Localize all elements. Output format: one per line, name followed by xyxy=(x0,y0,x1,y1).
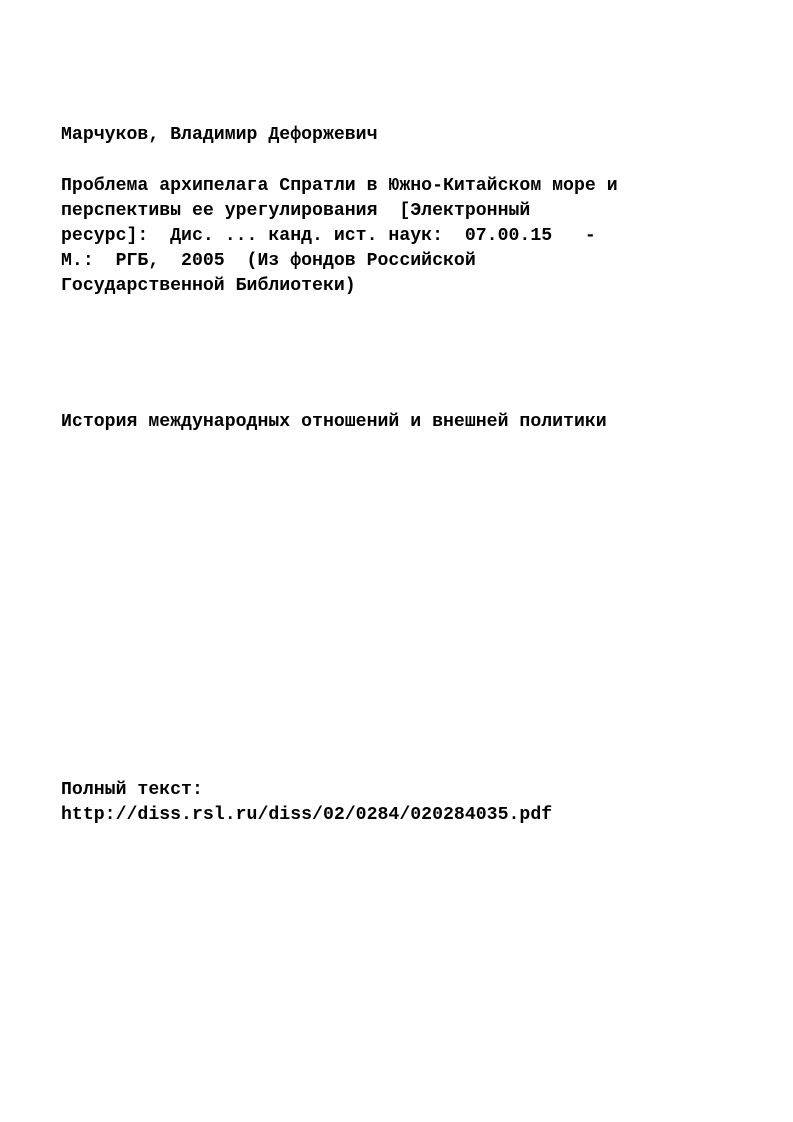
title-block xyxy=(61,174,618,299)
specialty-text: История международных отношений и внешней политики xyxy=(61,412,607,432)
title-line: М.: РГБ, 2005 (Из фондов Российской xyxy=(61,251,476,271)
title-line: Государственной Библиотеки) xyxy=(61,276,356,296)
fulltext-label: Полный текст: xyxy=(61,780,203,800)
title-line: Проблема архипелага Спратли в Южно-Китайском море и xyxy=(61,176,618,196)
title-line: ресурс]: Дис. ... канд. ист. наук: 07.00.15 - xyxy=(61,226,596,246)
fulltext-link[interactable]: http://diss.rsl.ru/diss/02/0284/020284035.pdf xyxy=(61,805,553,825)
title-line: перспективы ее урегулирования [Электронный xyxy=(61,201,531,221)
author-name: Марчуков, Владимир Дефоржевич xyxy=(61,125,378,145)
